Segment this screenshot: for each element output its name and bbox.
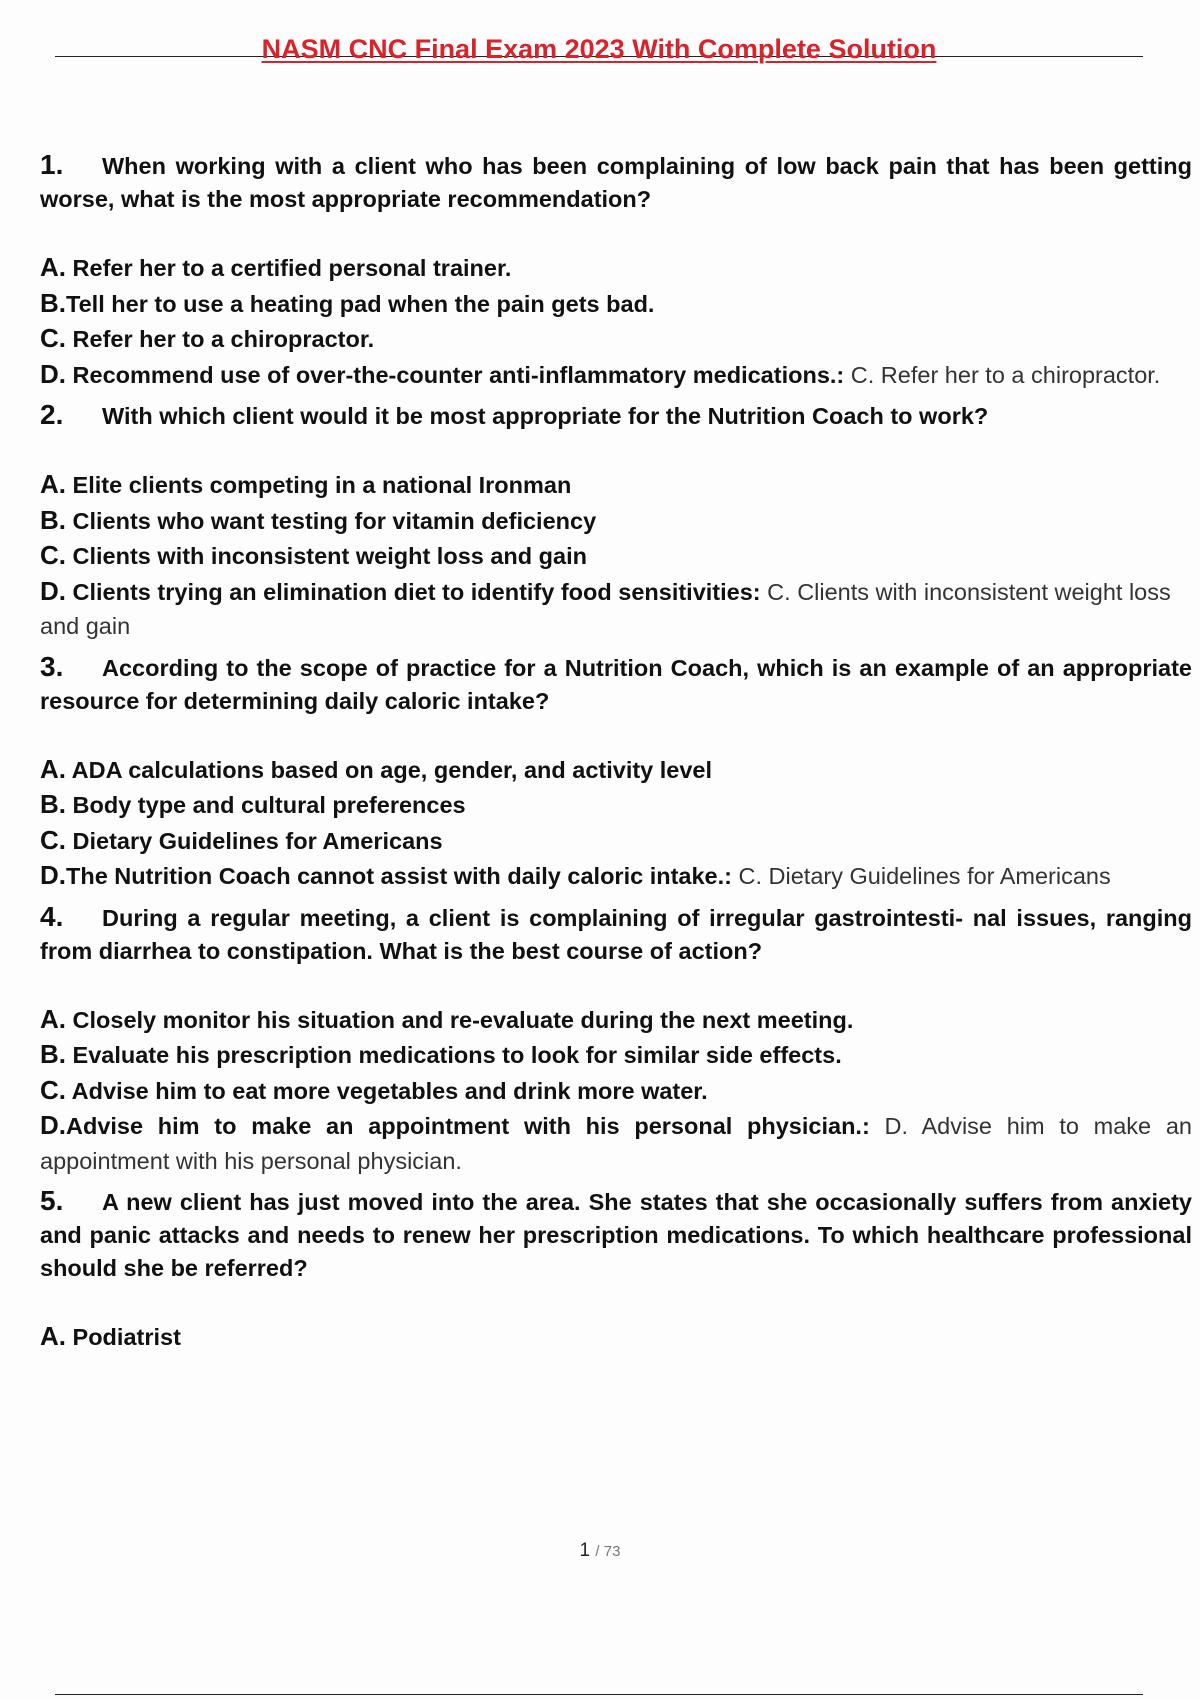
option-text: Closely monitor his situation and re-evaluate during the next meeting. bbox=[72, 1006, 854, 1033]
questions-list bbox=[40, 148, 1192, 1355]
option-text: Dietary Guidelines for Americans bbox=[72, 827, 443, 854]
current-page: 1 bbox=[579, 1540, 591, 1561]
option-text: Recommend use of over-the-counter anti-inflammatory medications.: bbox=[72, 361, 845, 388]
option-letter: B. bbox=[40, 1039, 66, 1069]
question-5 bbox=[40, 1184, 1192, 1355]
options-list bbox=[40, 250, 1192, 392]
option-letter: A. bbox=[40, 1321, 66, 1351]
option-letter: D. bbox=[40, 358, 66, 389]
answer-text: C. Clients with inconsistent weight loss and gain bbox=[40, 578, 1171, 639]
page-number bbox=[0, 1540, 1200, 1562]
question-text: With which client would it be most appropriate for the Nutrition Coach to work? bbox=[102, 403, 989, 429]
option-d bbox=[40, 357, 1192, 393]
option-d bbox=[40, 574, 1192, 644]
option-text: ADA calculations based on age, gender, and activity level bbox=[71, 756, 713, 783]
option-text: Clients who want testing for vitamin deficiency bbox=[72, 507, 597, 534]
question-text: A new client has just moved into the area. She states that she occasionally suffers from anxiety and panic attacks and needs to renew her prescription medications. To which healthcare professional should she be referred? bbox=[40, 1189, 1192, 1281]
option-text: Advise him to make an appointment with his personal physician.: bbox=[66, 1113, 870, 1139]
option-a bbox=[40, 467, 1192, 503]
option-b bbox=[40, 503, 1192, 539]
question-number: 3. bbox=[40, 650, 64, 682]
question-number: 4. bbox=[40, 900, 64, 932]
option-text: Advise him to eat more vegetables and drink more water. bbox=[71, 1077, 708, 1104]
options-list bbox=[40, 1002, 1192, 1179]
option-letter: D. bbox=[40, 1110, 66, 1140]
page-header bbox=[55, 32, 1143, 66]
option-text: Clients with inconsistent weight loss and gain bbox=[72, 543, 587, 569]
question-number: 1. bbox=[40, 149, 64, 180]
option-text: Podiatrist bbox=[72, 1324, 181, 1350]
document-title: NASM CNC Final Exam 2023 With Complete Solution bbox=[261, 34, 937, 64]
options-list bbox=[40, 1319, 1192, 1355]
option-text: Refer her to a certified personal trainer. bbox=[72, 255, 512, 281]
option-letter: C. bbox=[40, 1074, 66, 1105]
option-a bbox=[40, 1319, 1192, 1355]
option-a bbox=[40, 752, 1192, 788]
question-3 bbox=[40, 650, 1192, 894]
options-list bbox=[40, 467, 1192, 644]
option-letter: A. bbox=[40, 469, 66, 499]
option-letter: D. bbox=[40, 575, 66, 606]
option-letter: B. bbox=[40, 504, 66, 535]
option-c bbox=[40, 1073, 1192, 1109]
question-text: According to the scope of practice for a Nutrition Coach, which is an example of an appropriate resource for determining daily caloric intake? bbox=[40, 654, 1192, 714]
question-number: 5. bbox=[40, 1185, 64, 1216]
option-text: Clients trying an elimination diet to identify food sensitivities: bbox=[72, 578, 761, 605]
question-2 bbox=[40, 398, 1192, 644]
option-b bbox=[40, 787, 1192, 823]
option-d bbox=[40, 858, 1192, 894]
option-a bbox=[40, 250, 1192, 286]
option-text: Body type and cultural preferences bbox=[72, 792, 466, 818]
option-text: Elite clients competing in a national Ironman bbox=[72, 472, 572, 498]
option-a bbox=[40, 1002, 1192, 1038]
option-letter: C. bbox=[40, 824, 66, 855]
option-text: The Nutrition Coach cannot assist with daily caloric intake.: bbox=[66, 863, 732, 889]
option-d bbox=[40, 1108, 1192, 1178]
option-letter: B. bbox=[40, 287, 66, 318]
option-letter: D. bbox=[40, 860, 66, 890]
option-letter: A. bbox=[40, 753, 66, 784]
option-text: Tell her to use a heating pad when the pain gets bad. bbox=[66, 290, 655, 317]
answer-text: C. Dietary Guidelines for Americans bbox=[738, 863, 1111, 889]
option-c bbox=[40, 538, 1192, 574]
total-pages: / 73 bbox=[595, 1543, 621, 1560]
option-letter: A. bbox=[40, 1003, 66, 1034]
option-text: Refer her to a chiropractor. bbox=[72, 326, 375, 352]
question-stem bbox=[40, 398, 1192, 433]
question-4 bbox=[40, 900, 1192, 1179]
answer-text: C. Refer her to a chiropractor. bbox=[850, 361, 1161, 388]
option-text: Evaluate his prescription medications to look for similar side effects. bbox=[72, 1042, 842, 1068]
question-stem bbox=[40, 1184, 1192, 1285]
option-c bbox=[40, 321, 1192, 357]
option-letter: A. bbox=[40, 252, 66, 282]
option-letter: B. bbox=[40, 789, 66, 819]
question-stem bbox=[40, 148, 1192, 216]
question-stem bbox=[40, 650, 1192, 718]
question-number: 2. bbox=[40, 399, 64, 430]
footer-rule bbox=[55, 1694, 1143, 1695]
option-b bbox=[40, 286, 1192, 322]
question-text: During a regular meeting, a client is complaining of irregular gastrointesti- nal issues, ranging from diarrhea to constipation. What is the best course of action? bbox=[40, 904, 1192, 964]
question-1 bbox=[40, 148, 1192, 392]
options-list bbox=[40, 752, 1192, 894]
option-c bbox=[40, 823, 1192, 859]
question-text: When working with a client who has been complaining of low back pain that has been getting worse, what is the most appropriate recommendation? bbox=[40, 153, 1192, 212]
option-letter: C. bbox=[40, 323, 66, 353]
option-letter: C. bbox=[40, 540, 66, 570]
question-stem bbox=[40, 900, 1192, 968]
option-b bbox=[40, 1037, 1192, 1073]
answer-text: D. Advise him to make an appointment with his personal physician. bbox=[40, 1113, 1193, 1174]
